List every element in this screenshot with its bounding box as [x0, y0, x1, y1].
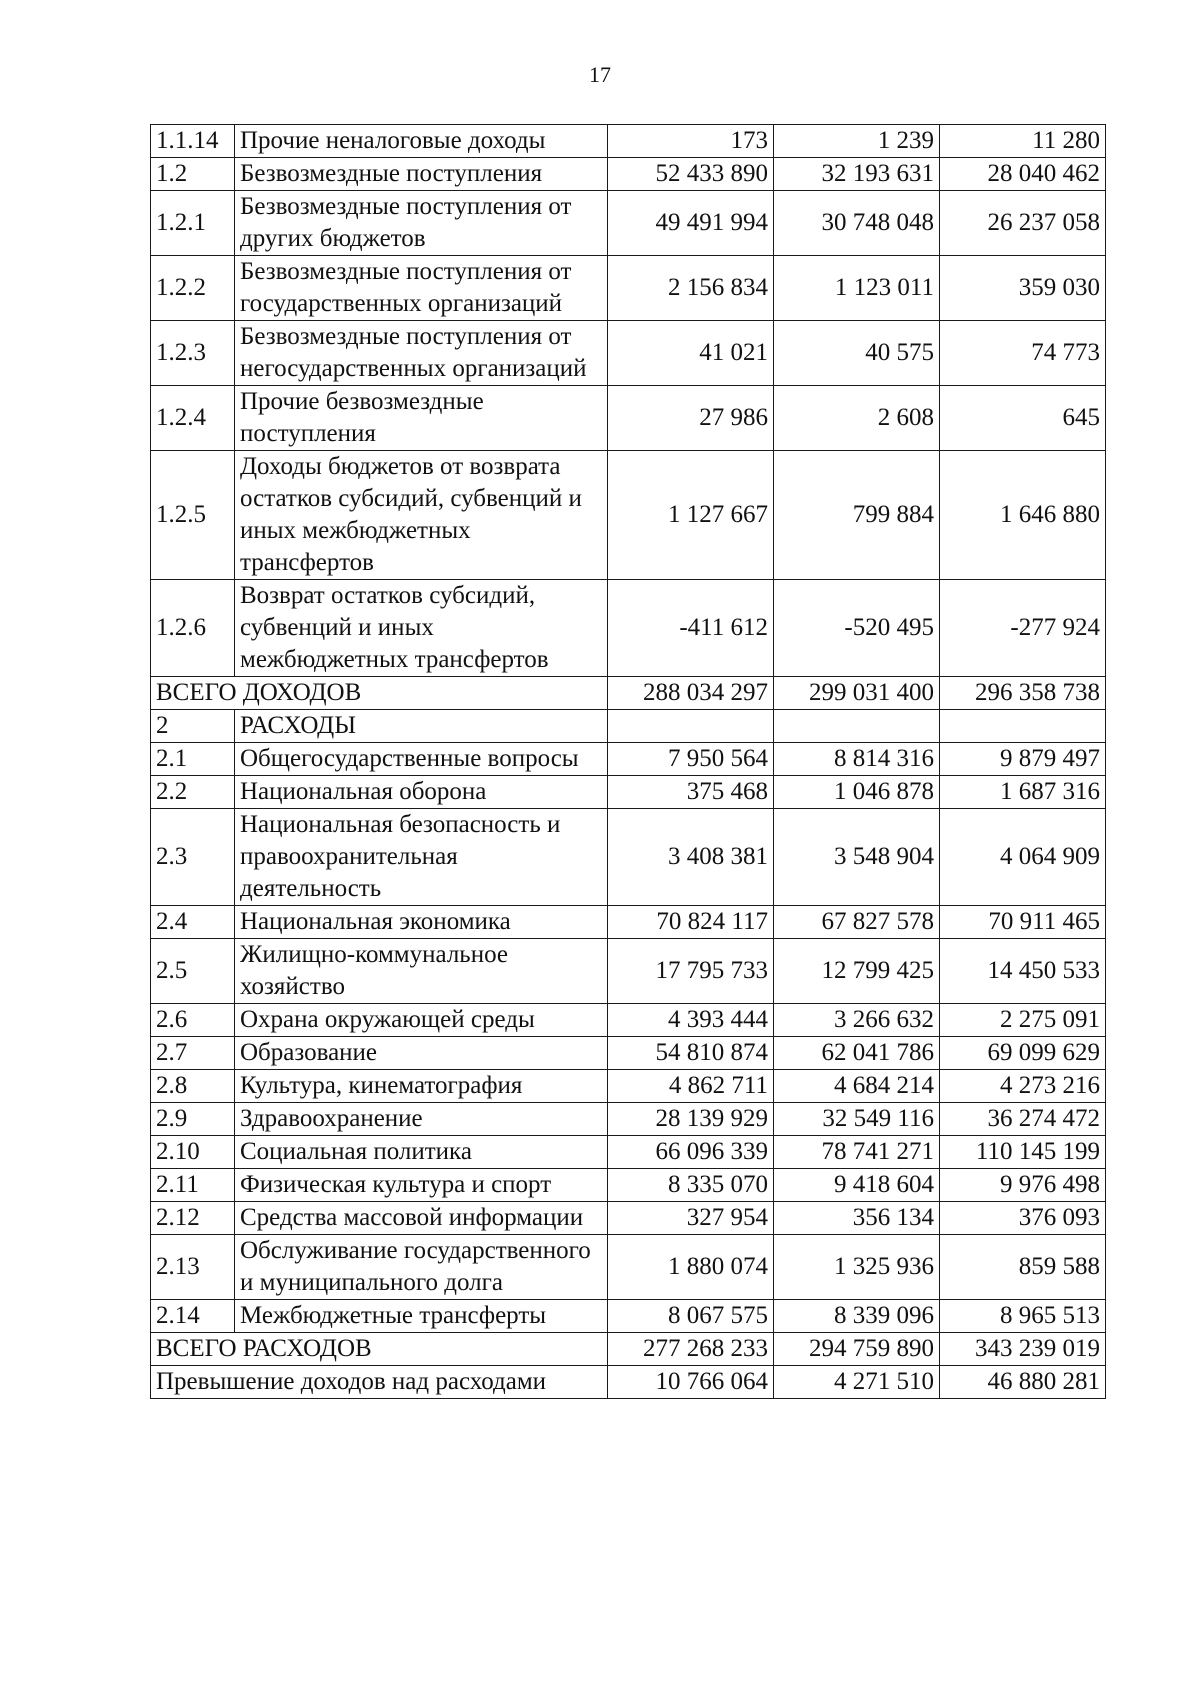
row-value-2: 1 239 [774, 125, 940, 158]
table-row [151, 1004, 1106, 1037]
row-value-2: 1 123 011 [774, 256, 940, 321]
table-row [151, 906, 1106, 939]
row-value-3: 69 099 629 [940, 1037, 1106, 1070]
row-name: Прочие неналоговые доходы [235, 125, 608, 158]
row-code: 1.2.3 [151, 321, 235, 386]
row-value-1: 66 096 339 [608, 1136, 774, 1169]
row-name: Межбюджетные трансферты [235, 1300, 608, 1333]
budget-table [150, 124, 1106, 1399]
row-code: 1.2.4 [151, 386, 235, 451]
row-value-3: 74 773 [940, 321, 1106, 386]
table-row [151, 1136, 1106, 1169]
row-value-1: 10 766 064 [608, 1366, 774, 1399]
row-name: РАСХОДЫ [235, 710, 608, 743]
row-name: Безвозмездные поступления от негосударственных организаций [235, 321, 608, 386]
row-value-2: 3 548 904 [774, 809, 940, 906]
table-row [151, 158, 1106, 191]
row-value-1: 1 127 667 [608, 451, 774, 580]
row-value-2: 2 608 [774, 386, 940, 451]
row-name: Доходы бюджетов от возврата остатков субсидий, субвенций и иных межбюджетных трансфертов [235, 451, 608, 580]
row-value-3: -277 924 [940, 580, 1106, 677]
row-value-2: 12 799 425 [774, 939, 940, 1004]
row-value-2: 1 325 936 [774, 1235, 940, 1300]
row-code: 2 [151, 710, 235, 743]
row-code: 1.2 [151, 158, 235, 191]
row-value-2: 3 266 632 [774, 1004, 940, 1037]
table-row [151, 125, 1106, 158]
table-row [151, 1202, 1106, 1235]
row-name: Средства массовой информации [235, 1202, 608, 1235]
row-code: 2.13 [151, 1235, 235, 1300]
row-value-1: 3 408 381 [608, 809, 774, 906]
row-value-3: 2 275 091 [940, 1004, 1106, 1037]
row-value-3: 110 145 199 [940, 1136, 1106, 1169]
row-name: Социальная политика [235, 1136, 608, 1169]
row-value-1: 173 [608, 125, 774, 158]
row-name: Национальная экономика [235, 906, 608, 939]
row-value-3: 36 274 472 [940, 1103, 1106, 1136]
table-row [151, 1235, 1106, 1300]
row-value-2: 78 741 271 [774, 1136, 940, 1169]
table-row [151, 580, 1106, 677]
row-value-2: 32 549 116 [774, 1103, 940, 1136]
row-value-3: 9 879 497 [940, 743, 1106, 776]
row-value-1: 28 139 929 [608, 1103, 774, 1136]
table-row [151, 743, 1106, 776]
row-code: 2.4 [151, 906, 235, 939]
row-value-1: 327 954 [608, 1202, 774, 1235]
row-code: 1.2.6 [151, 580, 235, 677]
surplus-label: Превышение доходов над расходами [151, 1366, 608, 1399]
row-name: Охрана окружающей среды [235, 1004, 608, 1037]
row-value-1: 1 880 074 [608, 1235, 774, 1300]
row-value-3: 645 [940, 386, 1106, 451]
row-value-1: 277 268 233 [608, 1333, 774, 1366]
row-code: 2.6 [151, 1004, 235, 1037]
total-expenses-row [151, 1333, 1106, 1366]
row-value-3: 8 965 513 [940, 1300, 1106, 1333]
row-name: Безвозмездные поступления [235, 158, 608, 191]
row-value-1: 17 795 733 [608, 939, 774, 1004]
row-value-1: -411 612 [608, 580, 774, 677]
row-value-1: 4 393 444 [608, 1004, 774, 1037]
row-value-3: 343 239 019 [940, 1333, 1106, 1366]
total-income-row [151, 677, 1106, 710]
row-code: 2.3 [151, 809, 235, 906]
table-row [151, 1070, 1106, 1103]
row-code: 2.9 [151, 1103, 235, 1136]
surplus-row [151, 1366, 1106, 1399]
table-row [151, 386, 1106, 451]
row-code: 2.8 [151, 1070, 235, 1103]
row-value-3: 359 030 [940, 256, 1106, 321]
row-value-2: 356 134 [774, 1202, 940, 1235]
row-value-1: 27 986 [608, 386, 774, 451]
row-value-1: 41 021 [608, 321, 774, 386]
row-value-2: 799 884 [774, 451, 940, 580]
row-value-1: 49 491 994 [608, 191, 774, 256]
table-row [151, 939, 1106, 1004]
row-name: Прочие безвозмездные поступления [235, 386, 608, 451]
row-code: 2.1 [151, 743, 235, 776]
row-value-3: 376 093 [940, 1202, 1106, 1235]
row-code: 1.2.5 [151, 451, 235, 580]
row-value-2: 4 684 214 [774, 1070, 940, 1103]
row-value-1 [608, 710, 774, 743]
row-name: Физическая культура и спорт [235, 1169, 608, 1202]
page-number: 17 [589, 62, 611, 87]
row-value-2: 30 748 048 [774, 191, 940, 256]
row-value-1: 70 824 117 [608, 906, 774, 939]
row-value-3: 859 588 [940, 1235, 1106, 1300]
row-value-2: 62 041 786 [774, 1037, 940, 1070]
row-value-1: 4 862 711 [608, 1070, 774, 1103]
row-value-2: 299 031 400 [774, 677, 940, 710]
row-value-2: -520 495 [774, 580, 940, 677]
table-row [151, 1037, 1106, 1070]
row-code: 2.7 [151, 1037, 235, 1070]
row-name: Культура, кинематография [235, 1070, 608, 1103]
row-value-1: 375 468 [608, 776, 774, 809]
row-value-1: 8 335 070 [608, 1169, 774, 1202]
row-code: 2.2 [151, 776, 235, 809]
row-value-3: 28 040 462 [940, 158, 1106, 191]
row-value-1: 54 810 874 [608, 1037, 774, 1070]
row-value-2: 8 339 096 [774, 1300, 940, 1333]
row-name: Жилищно-коммунальное хозяйство [235, 939, 608, 1004]
row-value-3: 70 911 465 [940, 906, 1106, 939]
row-value-3: 9 976 498 [940, 1169, 1106, 1202]
row-name: Безвозмездные поступления от государственных организаций [235, 256, 608, 321]
table-row [151, 710, 1106, 743]
row-value-1: 288 034 297 [608, 677, 774, 710]
row-value-3: 296 358 738 [940, 677, 1106, 710]
row-value-2: 4 271 510 [774, 1366, 940, 1399]
table-row [151, 1169, 1106, 1202]
row-code: 2.11 [151, 1169, 235, 1202]
row-name: Безвозмездные поступления от других бюджетов [235, 191, 608, 256]
table-row [151, 776, 1106, 809]
row-value-2: 32 193 631 [774, 158, 940, 191]
row-value-3: 46 880 281 [940, 1366, 1106, 1399]
row-name: Национальная оборона [235, 776, 608, 809]
row-name: Возврат остатков субсидий, субвенций и иных межбюджетных трансфертов [235, 580, 608, 677]
row-value-2: 40 575 [774, 321, 940, 386]
row-value-3: 26 237 058 [940, 191, 1106, 256]
table-row [151, 1300, 1106, 1333]
row-value-3: 11 280 [940, 125, 1106, 158]
total-expenses-label: ВСЕГО РАСХОДОВ [151, 1333, 608, 1366]
row-name: Образование [235, 1037, 608, 1070]
row-name: Обслуживание государственного и муниципального долга [235, 1235, 608, 1300]
table-row [151, 256, 1106, 321]
row-value-1: 2 156 834 [608, 256, 774, 321]
row-value-2: 1 046 878 [774, 776, 940, 809]
total-income-label: ВСЕГО ДОХОДОВ [151, 677, 608, 710]
row-code: 2.14 [151, 1300, 235, 1333]
row-value-3: 14 450 533 [940, 939, 1106, 1004]
row-value-1: 8 067 575 [608, 1300, 774, 1333]
row-value-2: 8 814 316 [774, 743, 940, 776]
table-row [151, 1103, 1106, 1136]
table-row [151, 191, 1106, 256]
row-value-1: 52 433 890 [608, 158, 774, 191]
row-value-3 [940, 710, 1106, 743]
row-value-3: 1 687 316 [940, 776, 1106, 809]
row-code: 1.2.1 [151, 191, 235, 256]
row-code: 2.12 [151, 1202, 235, 1235]
table-row [151, 451, 1106, 580]
row-value-3: 1 646 880 [940, 451, 1106, 580]
row-value-1: 7 950 564 [608, 743, 774, 776]
row-value-2: 67 827 578 [774, 906, 940, 939]
row-name: Здравоохранение [235, 1103, 608, 1136]
row-name: Общегосударственные вопросы [235, 743, 608, 776]
row-name: Национальная безопасность и правоохранительная деятельность [235, 809, 608, 906]
table-row [151, 809, 1106, 906]
row-value-2: 9 418 604 [774, 1169, 940, 1202]
row-code: 1.1.14 [151, 125, 235, 158]
row-value-3: 4 064 909 [940, 809, 1106, 906]
row-code: 2.10 [151, 1136, 235, 1169]
row-value-2: 294 759 890 [774, 1333, 940, 1366]
budget-table-body [151, 125, 1106, 1399]
row-code: 2.5 [151, 939, 235, 1004]
row-value-2 [774, 710, 940, 743]
row-value-3: 4 273 216 [940, 1070, 1106, 1103]
row-code: 1.2.2 [151, 256, 235, 321]
table-row [151, 321, 1106, 386]
